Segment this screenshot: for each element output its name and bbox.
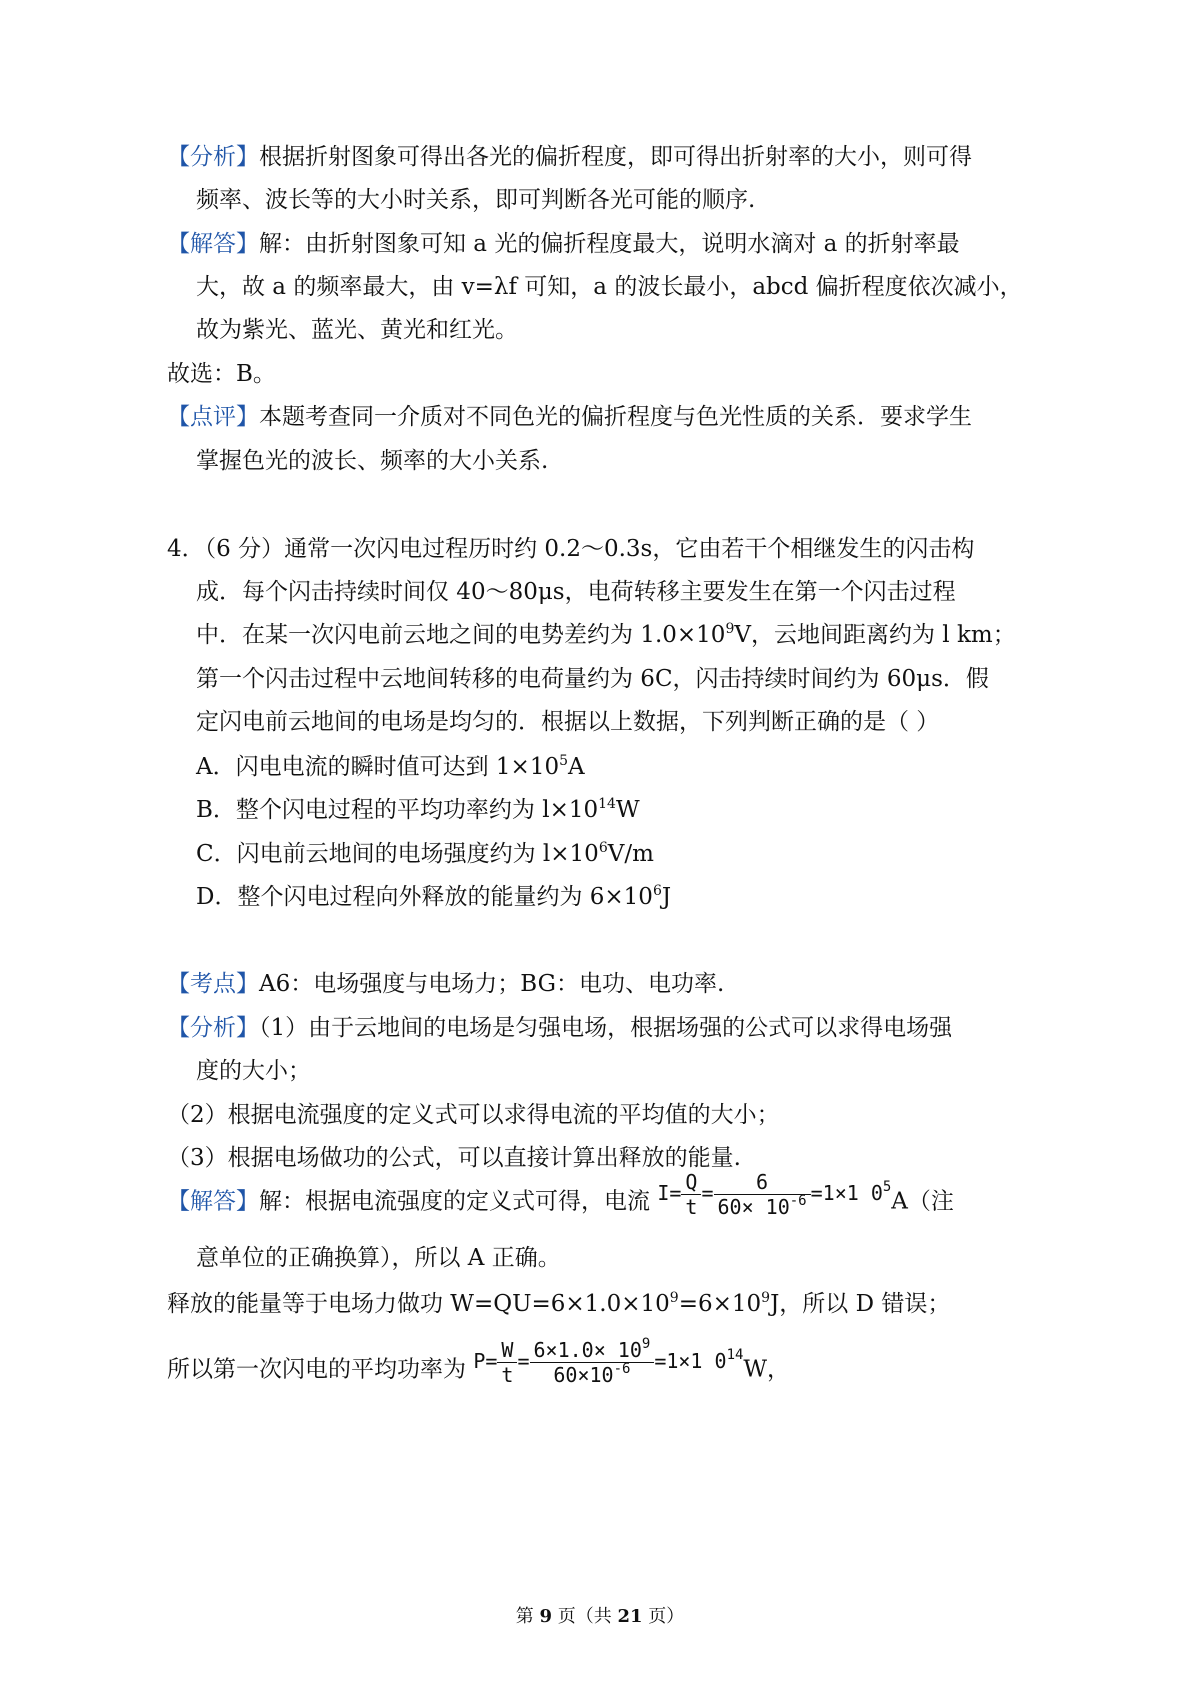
fenxi-2-line-4: （3）根据电场做功的公式，可以直接计算出释放的能量. <box>167 1145 741 1171</box>
kaodian <box>167 969 724 999</box>
jieda-tag: 【解答】 <box>167 231 259 257</box>
fenxi-2-line-2: 度的大小； <box>196 1058 311 1084</box>
fenxi-tag: 【分析】 <box>167 144 259 170</box>
page-footer: 第 9 页（共 21 页） <box>515 1606 685 1627</box>
fenxi-2-tag: 【分析】 <box>167 1015 259 1041</box>
option-a: A．闪电电流的瞬时值可达到 $1\times 10^5A$ <box>196 753 585 780</box>
jieda-2-line-1: 【解答】解：根据电流强度的定义式可得，电流 I= $\frac{Q}{t}$ = $\frac{6}{60\times 10^{-6}}$ =1×1 $0^5A$（注 <box>167 1170 954 1219</box>
fenxi-1-text: 根据折射图象可得出各光的偏折程度，即可得出折射率的大小，则可得 <box>259 144 972 170</box>
option-b: B．整个闪电过程的平均功率约为 $l\times 10^{14}W$ <box>196 796 640 823</box>
fenxi-1-line-2: 频率、波长等的大小时关系，即可判断各光可能的顺序. <box>196 187 756 213</box>
option-c: C．闪电前云地间的电场强度约为 $l\times 10^6V/m$ <box>196 840 654 867</box>
dianping-tag: 【点评】 <box>167 404 259 430</box>
fenxi-2-line-1 <box>167 1013 952 1043</box>
dianping-text: 本题考查同一介质对不同色光的偏折程度与色光性质的关系．要求学生 <box>259 404 972 430</box>
jieda-1-line-1 <box>167 229 960 259</box>
fenxi-1-line-1 <box>167 142 972 172</box>
jieda-1-line-2: 大，故 a 的频率最大，由 v=λf 可知，a 的波长最小，abcd 偏折程度依次减小， <box>196 274 1023 300</box>
fenxi-2-line-3: （2）根据电流强度的定义式可以求得电流的平均值的大小； <box>167 1102 780 1128</box>
dianping-line-1 <box>167 402 972 432</box>
current-formula: I= $\frac{Q}{t}$ = $\frac{6}{60\times 10^{-6}}$ =1×1 $0^5$ <box>657 1170 892 1219</box>
jieda-2-tag: 【解答】 <box>167 1188 259 1215</box>
question-line-2: 成．每个闪击持续时间仅 40～80μs，电荷转移主要发生在第一个闪击过程 <box>196 579 956 605</box>
question-line-5: 定闪电前云地间的电场是均匀的．根据以上数据，下列判断正确的是（ ） <box>196 709 940 735</box>
dianping-line-2: 掌握色光的波长、频率的大小关系. <box>196 448 549 474</box>
jieda-2-line-3: 释放的能量等于电场力做功 $W=QU=6\times 1.0\times 10^9=6\times 10^9J$，所以 D 错误； <box>167 1290 951 1317</box>
jieda-1-text: 解：由折射图象可知 a 光的偏折程度最大，说明水滴对 a 的折射率最 <box>259 231 960 257</box>
question-line-1: 4．（6 分）通常一次闪电过程历时约 0.2～0.3s，它由若干个相继发生的闪击构 <box>167 536 975 562</box>
question-line-3: 中．在某一次闪电前云地之间的电势差约为 $1.0\times 10^9V$，云地间距离约为 l km； <box>196 621 1016 648</box>
power-formula: P= $\frac{W}{t}$ = $\frac{6\times 1.0\times 10^9}{60\times 10^{-6}}$ =1×1 $0^{14}$ <box>473 1336 744 1387</box>
question-line-4: 第一个闪击过程中云地间转移的电荷量约为 6C，闪击持续时间约为 60μs．假 <box>196 666 989 692</box>
option-d: D．整个闪电过程向外释放的能量约为 $6\times 10^6J$ <box>196 883 672 910</box>
fenxi-2-text: （1）由于云地间的电场是匀强电场，根据场强的公式可以求得电场强 <box>259 1015 953 1041</box>
jieda-1-line-3: 故为紫光、蓝光、黄光和红光。 <box>196 317 518 343</box>
jieda-2-line-2: 意单位的正确换算），所以 A 正确。 <box>196 1245 561 1271</box>
kaodian-text: A6：电场强度与电场力；BG：电功、电功率. <box>259 971 725 997</box>
jieda-2-line-4: 所以第一次闪电的平均功率为 P= $\frac{W}{t}$ = $\frac{6\times 1.0\times 10^9}{60\times 10^{-6}}$ =1×1 $0^{14}W$， <box>167 1336 791 1387</box>
kaodian-tag: 【考点】 <box>167 971 259 997</box>
answer-choice: 故选：B。 <box>167 361 276 387</box>
